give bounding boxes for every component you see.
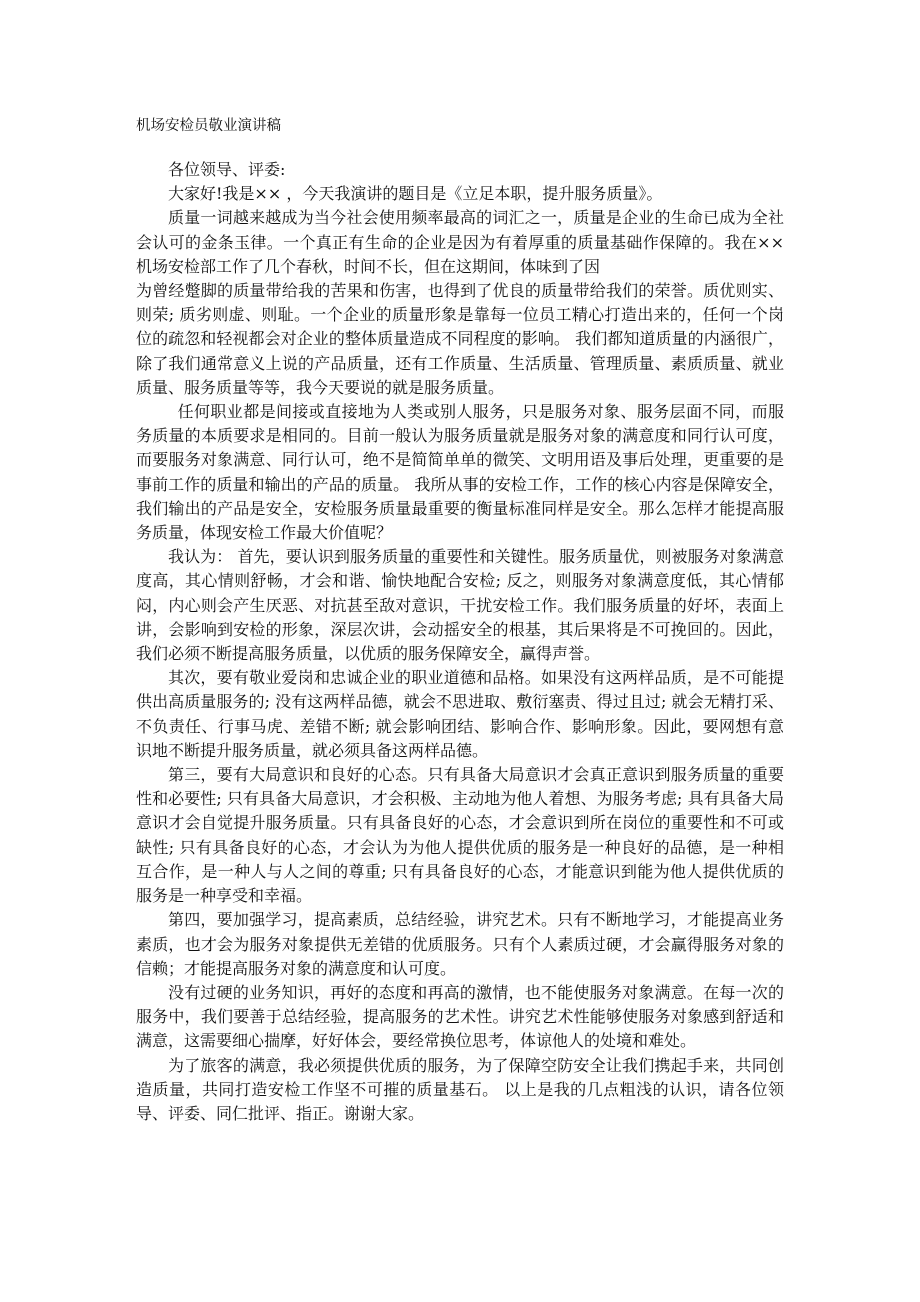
paragraph-service-definition: 任何职业都是间接或直接地为人类或别人服务，只是服务对象、服务层面不同，而服务质量的本质要求是相同的。目前一般认为服务质量就是服务对象的满意度和同行认可度，而要服务对象满意、同行认可，绝不是简简单单的微笑、文明用语及事后处理，更重要的是事前工作的质量和输出的产品的质量。 我所从事的安检工作，工作的核心内容是保障安全，我们输出的产品是安全，安检服务质量最重要的衡量标准同样是安全。那么怎样才能提高服务质量，体现安检工作最大价值呢？: [136, 402, 784, 543]
paragraph-greeting: 大家好!我是×× ，今天我演讲的题目是《立足本职，提升服务质量》。: [168, 184, 663, 204]
paragraph-skills: 没有过硬的业务知识，再好的态度和再高的激情，也不能使服务对象满意。在每一次的服务中，我们要善于总结经验，提高服务的艺术性。讲究艺术性能够使服务对象感到舒适和满意，这需要细心揣摩，好好体会，要经常换位思考，体谅他人的处境和难处。: [136, 982, 784, 1051]
paragraph-fourth-point: 第四，要加强学习，提高素质，总结经验，讲究艺术。只有不断地学习，才能提高业务素质，也才会为服务对象提供无差错的优质服务。只有个人素质过硬，才会赢得服务对象的信赖；才能提高服务对象的满意度和认可度。: [136, 910, 784, 978]
paragraph-closing: 为了旅客的满意，我必须提供优质的服务，为了保障空防安全让我们携起手来，共同创造质量，共同打造安检工作坚不可摧的质量基石。 以上是我的几点粗浅的认识，请各位领导、评委、同仁批评、指正。谢谢大家。: [136, 1055, 784, 1123]
paragraph-third-point: 第三，要有大局意识和良好的心态。只有具备大局意识才会真正意识到服务质量的重要性和必要性; 只有具备大局意识，才会积极、主动地为他人着想、为服务考虑; 具有具备大局意识才会自觉提升服务质量。只有具备良好的心态，才会意识到所在岗位的重要性和不可或缺性; 只有具备良好的心态，才会认为为他人提供优质的服务是一种良好的品德，是一种相互合作，是一种人与人之间的尊重; 只有具备良好的心态，才能意识到能为他人提供优质的服务是一种享受和幸福。: [136, 765, 784, 906]
paragraph-quality-intro: 质量一词越来越成为当今社会使用频率最高的词汇之一，质量是企业的生命已成为全社会认可的金条玉律。一个真正有生命的企业是因为有着厚重的质量基础作保障的。我在××机场安检部工作了几个春秋，时间不长，但在这期间，体味到了因: [136, 208, 784, 276]
document-title: 机场安检员敬业演讲稿: [136, 118, 281, 134]
paragraph-first-point: 我认为： 首先，要认识到服务质量的重要性和关键性。服务质量优，则被服务对象满意度高，其心情则舒畅，才会和谐、愉快地配合安检; 反之，则服务对象满意度低，其心情郁闷，内心则会产生厌恶、对抗甚至敌对意识，干扰安检工作。我们服务质量的好坏，表面上讲，会影响到安检的形象，深层次讲，会动摇安全的根基，其后果将是不可挽回的。因此，我们必须不断提高服务质量，以优质的服务保障安全，赢得声誉。: [136, 547, 784, 664]
document-body: [136, 158, 784, 1126]
paragraph-salutation: 各位领导、评委:: [168, 160, 286, 179]
paragraph-second-point: 其次，要有敬业爱岗和忠诚企业的职业道德和品格。如果没有这两样品质，是不可能提供出高质量服务的; 没有这两样品德，就会不思进取、敷衍塞责、得过且过; 就会无精打采、不负责任、行事马虎、差错不断; 就会影响团结、影响合作、影响形象。因此，要网想有意识地不断提升服务质量，就必须具备这两样品德。: [136, 668, 784, 760]
paragraph-quality-continued: 为曾经蹩脚的质量带给我的苦果和伤害，也得到了优良的质量带给我们的荣誉。质优则实、则荣; 质劣则虚、则耻。一个企业的质量形象是靠每一位员工精心打造出来的，任何一个岗位的疏忽和轻视都会对企业的整体质量造成不同程度的影响。 我们都知道质量的内涵很广，除了我们通常意义上说的产品质量，还有工作质量、生活质量、管理质量、素质质量、就业质量、服务质量等等，我今天要说的就是服务质量。: [136, 281, 784, 397]
